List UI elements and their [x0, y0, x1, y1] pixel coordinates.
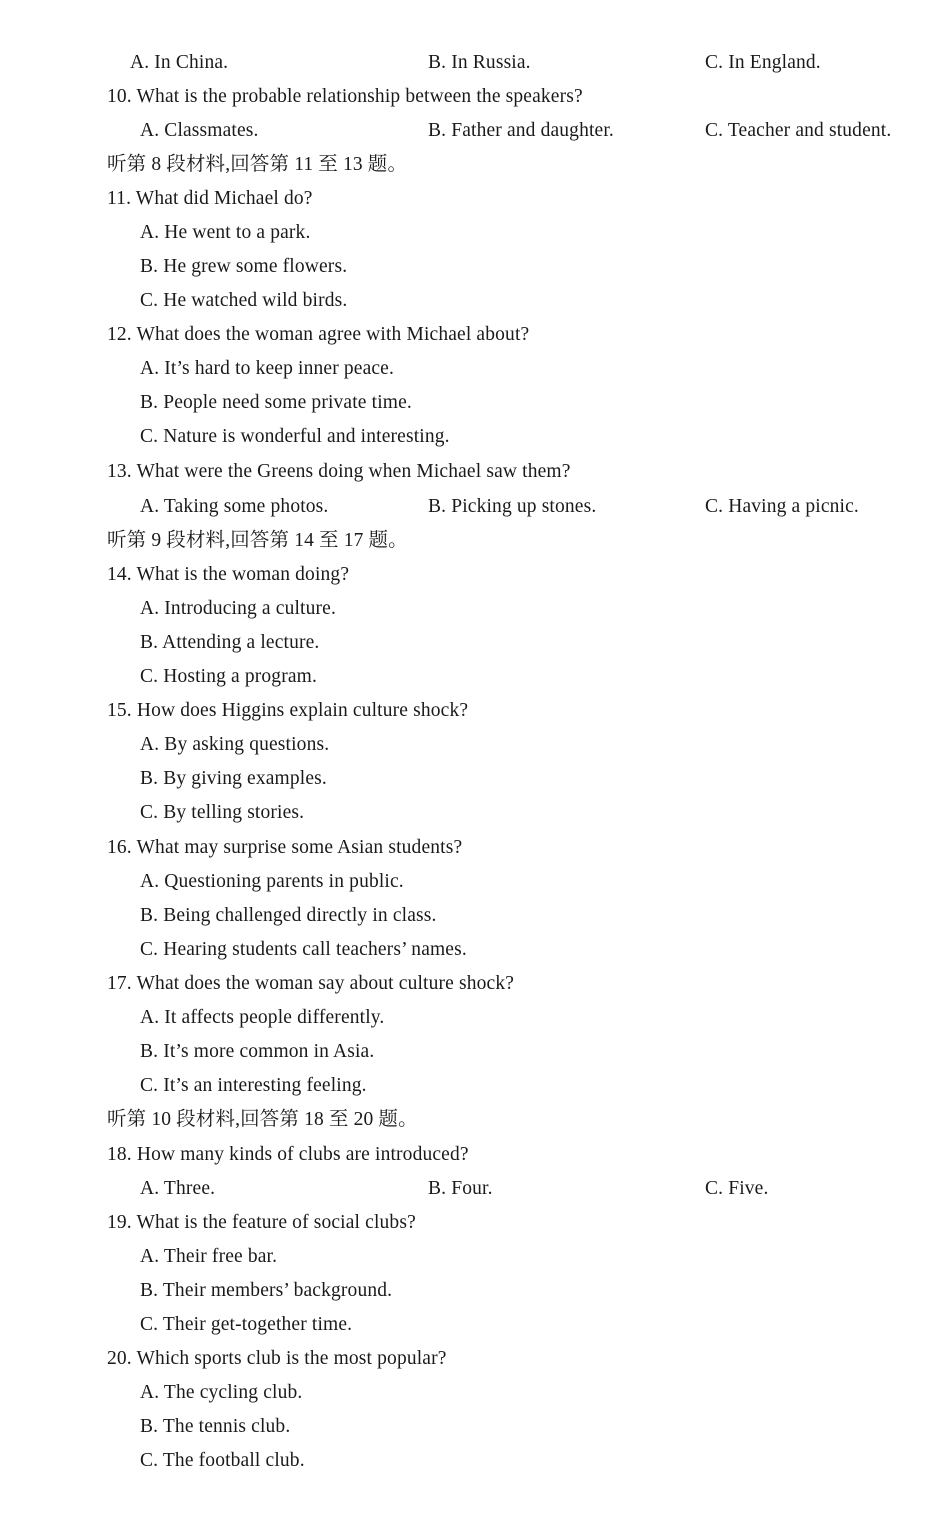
option-c: C. He watched wild birds.: [140, 290, 348, 311]
option-c: C. The football club.: [140, 1450, 305, 1471]
question-12: 12. What does the woman agree with Michael about?: [107, 324, 530, 345]
option-c: C. Nature is wonderful and interesting.: [140, 426, 450, 447]
section-instruction-10: 听第 10 段材料,回答第 18 至 20 题。: [107, 1109, 418, 1130]
q18-options-row: [0, 1172, 950, 1206]
question-11: 11. What did Michael do?: [107, 188, 313, 209]
option-b: B. The tennis club.: [140, 1416, 291, 1437]
question-18: 18. How many kinds of clubs are introduced?: [107, 1144, 469, 1165]
question-10: 10. What is the probable relationship between the speakers?: [107, 86, 583, 107]
section-instruction-8: 听第 8 段材料,回答第 11 至 13 题。: [107, 154, 408, 175]
option-b: B. Attending a lecture.: [140, 632, 320, 653]
option-b: B. People need some private time.: [140, 392, 412, 413]
option-b: B. It’s more common in Asia.: [140, 1041, 375, 1062]
option-c: C. By telling stories.: [140, 802, 305, 823]
question-13: 13. What were the Greens doing when Michael saw them?: [107, 461, 571, 482]
option-a: A. He went to a park.: [140, 222, 311, 243]
option-b: B. Father and daughter.: [428, 120, 614, 141]
option-a: A. It’s hard to keep inner peace.: [140, 358, 395, 379]
question-14: 14. What is the woman doing?: [107, 564, 350, 585]
option-a: A. By asking questions.: [140, 734, 330, 755]
q9-options-row: [0, 46, 950, 80]
option-b: B. By giving examples.: [140, 768, 327, 789]
option-c: C. Five.: [705, 1178, 769, 1199]
question-15: 15. How does Higgins explain culture shock?: [107, 700, 469, 721]
option-b: B. Their members’ background.: [140, 1280, 393, 1301]
option-c: C. In England.: [705, 52, 821, 73]
option-c: C. Having a picnic.: [705, 496, 859, 517]
question-19: 19. What is the feature of social clubs?: [107, 1212, 416, 1233]
section-instruction-9: 听第 9 段材料,回答第 14 至 17 题。: [107, 530, 408, 551]
option-c: C. It’s an interesting feeling.: [140, 1075, 367, 1096]
question-16: 16. What may surprise some Asian students?: [107, 837, 463, 858]
option-a: A. Their free bar.: [140, 1246, 278, 1267]
option-c: C. Teacher and student.: [705, 120, 892, 141]
option-c: C. Hosting a program.: [140, 666, 318, 687]
option-a: A. Questioning parents in public.: [140, 871, 404, 892]
option-b: B. He grew some flowers.: [140, 256, 348, 277]
option-a: A. It affects people differently.: [140, 1007, 385, 1028]
option-b: B. Being challenged directly in class.: [140, 905, 437, 926]
option-c: C. Hearing students call teachers’ names.: [140, 939, 467, 960]
option-a: A. Introducing a culture.: [140, 598, 336, 619]
option-c: C. Their get-together time.: [140, 1314, 353, 1335]
option-b: B. In Russia.: [428, 52, 531, 73]
question-20: 20. Which sports club is the most popular?: [107, 1348, 447, 1369]
option-a: A. Three.: [140, 1178, 216, 1199]
question-17: 17. What does the woman say about culture shock?: [107, 973, 515, 994]
option-a: A. Classmates.: [140, 120, 259, 141]
q10-options-row: [0, 114, 950, 148]
option-a: A. The cycling club.: [140, 1382, 303, 1403]
option-b: B. Picking up stones.: [428, 496, 597, 517]
option-a: A. In China.: [130, 52, 229, 73]
option-a: A. Taking some photos.: [140, 496, 329, 517]
option-b: B. Four.: [428, 1178, 493, 1199]
q13-options-row: [0, 490, 950, 524]
